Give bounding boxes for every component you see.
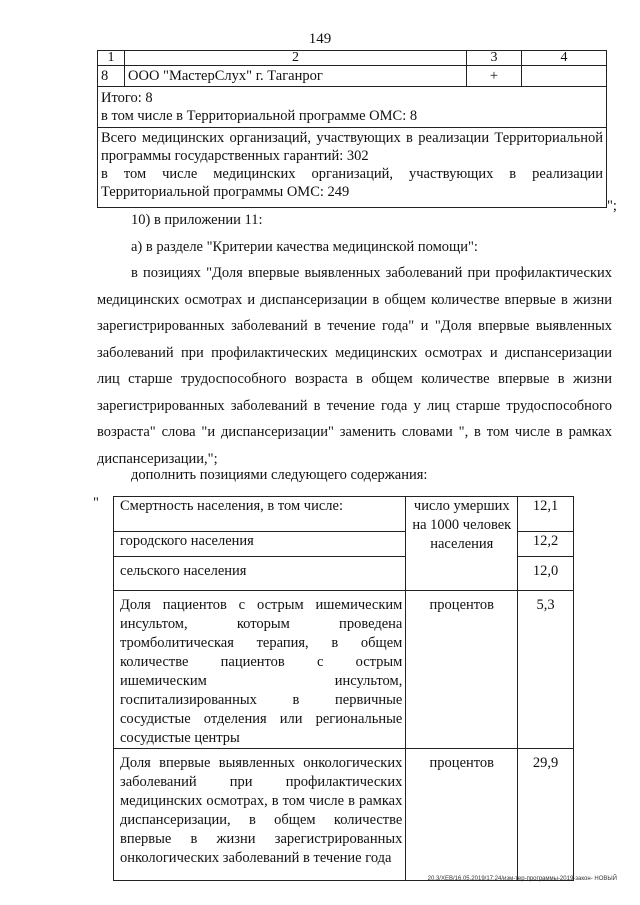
mortality-value: 12,1 — [518, 497, 574, 532]
header-cell: 3 — [467, 51, 522, 66]
paragraph-subitem-a: а) в разделе "Критерии качества медицинской помощи": — [131, 239, 478, 255]
table-row-mortality — [114, 497, 574, 532]
table-header-row — [98, 51, 607, 66]
mortality-label: Смертность населения, в том числе: — [114, 497, 406, 532]
organizations-table — [97, 50, 607, 208]
paragraph-item-10: 10) в приложении 11: — [131, 212, 263, 228]
stroke-unit: процентов — [406, 591, 518, 749]
quality-criteria-table — [113, 496, 574, 881]
participation-mark: + — [467, 66, 522, 87]
table-row-oncology — [114, 749, 574, 881]
summary-total: Всего медицинских организаций, участвующих в реализации Территориальной программы государственных гарантий: 302 — [101, 130, 603, 164]
table-row-stroke — [114, 591, 574, 749]
oncology-label: Доля впервые выявленных онкологических заболеваний при профилактических медицинских осмотрах, в том числе в рамках диспансеризации, в общем количестве впервые в жизни зарегистрированных онкологических заболеваний в течение года — [114, 749, 406, 881]
rural-label: сельского населения — [114, 557, 406, 591]
rural-value: 12,0 — [518, 557, 574, 591]
stroke-value: 5,3 — [518, 591, 574, 749]
paragraph-add-positions: дополнить позициями следующего содержания: — [131, 467, 428, 483]
mortality-unit: число умерших на 1000 человек населения — [406, 497, 518, 591]
organization-name: ООО "МастерСлух" г. Таганрог — [125, 66, 467, 87]
summary-cell — [98, 128, 607, 208]
table-row — [98, 66, 607, 87]
closing-quote: "; — [607, 198, 617, 214]
opening-quote: " — [93, 495, 99, 511]
header-cell: 2 — [125, 51, 467, 66]
totals-cell — [98, 87, 607, 128]
column-4-cell — [522, 66, 607, 87]
paragraph-positions: в позициях "Доля впервые выявленных заболеваний при профилактических медицинских осмотрах и диспансеризации в общем количестве впервые в жизни зарегистрированных заболеваний в течение года" и "Доля впервые выявленных заболеваний при профилактических медицинских осмотрах и диспансеризации лиц старше трудоспособного возраста в общем количестве впервые в жизни зарегистрированных заболеваний в течение года у лиц старше трудоспособного возраста" слова "и диспансеризации" заменить словами ", в том числе в рамках диспансеризации,"; — [97, 265, 612, 467]
totals-row — [98, 87, 607, 128]
page-number: 149 — [308, 31, 332, 47]
total-count: Итого: 8 — [101, 90, 153, 106]
header-cell: 1 — [98, 51, 125, 66]
summary-row — [98, 128, 607, 208]
oncology-unit: процентов — [406, 749, 518, 881]
row-number: 8 — [98, 66, 125, 87]
header-cell: 4 — [522, 51, 607, 66]
urban-value: 12,2 — [518, 532, 574, 557]
total-oms-count: в том числе в Территориальной программе ОМС: 8 — [101, 108, 418, 124]
oncology-value: 29,9 — [518, 749, 574, 881]
urban-label: городского населения — [114, 532, 406, 557]
footer-document-id: 20.3/XEB/16.05.2019/17:24/изм-тер-программы-2019-закон- НОВЫЙ — [427, 876, 617, 882]
summary-oms: в том числе медицинских организаций, участвующих в реализации Территориальной программы ОМС: 249 — [101, 166, 603, 200]
stroke-label: Доля пациентов с острым ишемическим инсультом, которым проведена тромболитическая терапия, в общем количестве пациентов с острым ишемическим инсультом, госпитализированных в первичные сосудистые отделения или региональные сосудистые центры — [114, 591, 406, 749]
